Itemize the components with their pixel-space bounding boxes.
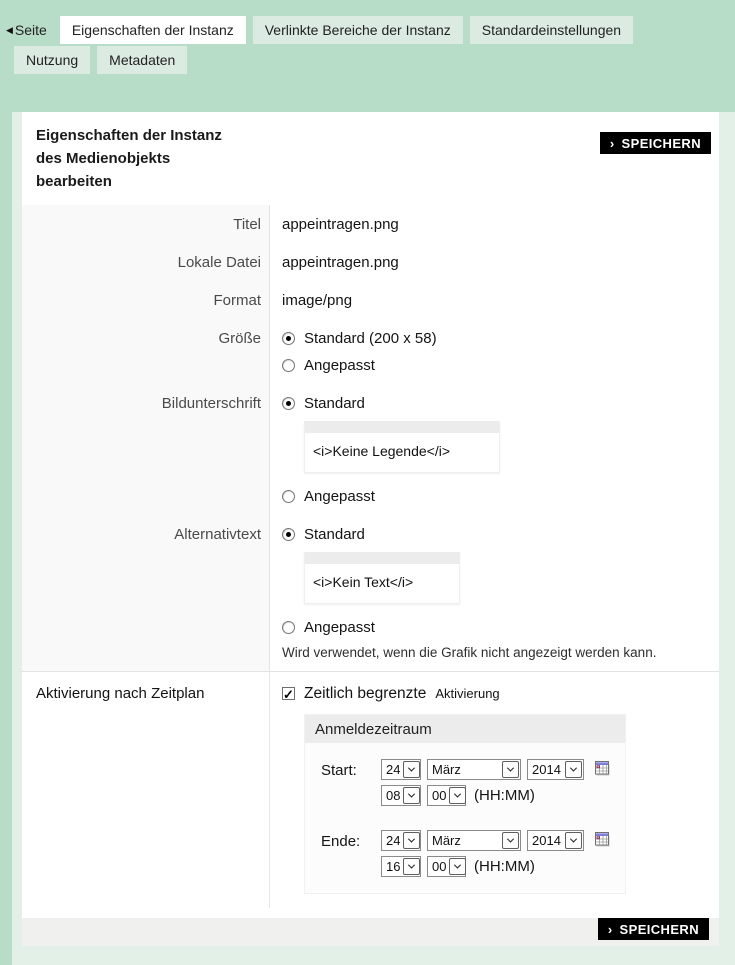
start-fields (381, 759, 612, 806)
ende-time-line (381, 856, 612, 877)
tab-bar (0, 0, 735, 74)
form-row-titel (22, 205, 719, 243)
calendar-icon (595, 832, 612, 849)
save-button-bottom[interactable] (598, 918, 709, 940)
ende-month-value: März (432, 833, 461, 848)
start-time-line (381, 785, 612, 806)
default-value-box-alternativtext (304, 552, 460, 604)
start-date-line (381, 759, 612, 780)
field-alternativtext-options (270, 515, 719, 671)
default-value-box-bildunterschrift (304, 421, 500, 473)
radio-button-icon[interactable] (282, 359, 295, 372)
tab-row-2 (14, 46, 735, 74)
dropdown-arrow-icon (502, 761, 519, 778)
field-label-alternativtext: Alternativtext (22, 515, 270, 671)
ende-hour-value: 16 (386, 859, 401, 874)
dropdown-arrow-icon (403, 858, 420, 875)
radio-button-icon[interactable] (282, 528, 295, 541)
radio-option-alternativtext-standard[interactable] (282, 525, 719, 544)
save-button-label: SPEICHERN (619, 921, 699, 937)
field-label-titel: Titel (22, 205, 270, 243)
tab-verlinkte-bereiche[interactable] (253, 16, 463, 44)
ende-minute-select[interactable] (427, 856, 466, 877)
radio-option-alternativtext-angepasst[interactable] (282, 618, 719, 637)
default-value-text: <i>Keine Legende</i> (313, 443, 451, 459)
dropdown-arrow-icon (403, 787, 420, 804)
tab-label: Eigenschaften der Instanz (71, 22, 234, 38)
tab-label: Verlinkte Bereiche der Instanz (264, 22, 451, 38)
start-month-select[interactable] (427, 759, 521, 780)
dropdown-arrow-icon (565, 832, 582, 849)
field-value-lokale-datei: appeintragen.png (282, 254, 399, 271)
default-value-text: <i>Kein Text</i> (313, 574, 414, 590)
field-value-titel: appeintragen.png (282, 216, 399, 233)
chevron-right-icon: › (609, 135, 615, 151)
start-minute-value: 00 (432, 788, 447, 803)
value-box-strip (305, 421, 499, 433)
field-label-bildunterschrift: Bildunterschrift (22, 384, 270, 515)
start-calendar-button[interactable] (594, 761, 612, 778)
field-label-groesse: Größe (22, 319, 270, 384)
ende-minute-value: 00 (432, 859, 447, 874)
content-panel (22, 112, 719, 918)
radio-option-label: Standard (304, 526, 365, 543)
field-zeitplan (270, 672, 719, 908)
ende-year-select[interactable] (527, 830, 584, 851)
form-row-groesse (22, 319, 719, 384)
form-row-bildunterschrift (22, 384, 719, 515)
tab-back-label: Seite (14, 22, 47, 38)
checkbox-label-suffix: Aktivierung (435, 686, 500, 701)
dropdown-arrow-icon (403, 761, 420, 778)
checkbox-label: Zeitlich begrenzte (304, 685, 427, 702)
radio-option-label: Angepasst (304, 619, 375, 636)
radio-option-bildunterschrift-standard[interactable] (282, 394, 719, 413)
back-triangle-icon: ◀ (6, 24, 13, 35)
form-row-format (22, 281, 719, 319)
tab-label: Standardeinstellungen (481, 22, 622, 38)
anmeldezeitraum-box (304, 714, 626, 894)
start-day-select[interactable] (381, 759, 421, 780)
start-month-value: März (432, 762, 461, 777)
form-row-zeitplan (22, 671, 719, 908)
start-hour-select[interactable] (381, 785, 421, 806)
dropdown-arrow-icon (449, 787, 466, 804)
field-label-lokale-datei: Lokale Datei (22, 243, 270, 281)
ende-day-select[interactable] (381, 830, 421, 851)
ende-fields (381, 830, 612, 877)
start-hour-value: 08 (386, 788, 401, 803)
time-format-hint: (HH:MM) (474, 787, 535, 804)
value-box-strip (305, 552, 459, 564)
field-groesse-options (270, 319, 719, 384)
dropdown-arrow-icon (403, 832, 420, 849)
ende-hour-select[interactable] (381, 856, 421, 877)
ende-calendar-button[interactable] (594, 832, 612, 849)
radio-option-bildunterschrift-angepasst[interactable] (282, 487, 719, 506)
anmeldezeitraum-title: Anmeldezeitraum (305, 715, 625, 743)
chevron-right-icon: › (607, 921, 613, 937)
ende-month-select[interactable] (427, 830, 521, 851)
save-button-label: SPEICHERN (621, 135, 701, 151)
radio-option-groesse-angepasst[interactable] (282, 356, 719, 375)
page-title: Eigenschaften der Instanz des Medienobjekts bearbeiten (36, 127, 222, 190)
dropdown-arrow-icon (449, 858, 466, 875)
checkbox-icon[interactable] (282, 687, 295, 700)
start-minute-select[interactable] (427, 785, 466, 806)
field-bildunterschrift-options (270, 384, 719, 515)
tab-nutzung[interactable] (14, 46, 90, 74)
radio-option-label: Angepasst (304, 357, 375, 374)
checkbox-zeitlich-begrenzte-aktivierung[interactable] (282, 684, 719, 703)
tab-label: Metadaten (109, 52, 176, 68)
start-year-select[interactable] (527, 759, 584, 780)
radio-option-label: Standard (200 x 58) (304, 330, 437, 347)
time-format-hint: (HH:MM) (474, 858, 535, 875)
tab-back-seite[interactable] (4, 16, 53, 44)
radio-button-icon[interactable] (282, 490, 295, 503)
tab-standardeinstellungen[interactable] (470, 16, 633, 44)
alternativtext-hint: Wird verwendet, wenn die Grafik nicht angezeigt werden kann. (282, 645, 657, 660)
radio-option-label: Standard (304, 395, 365, 412)
footer-bar (22, 918, 719, 946)
tab-eigenschaften-der-instanz[interactable] (60, 16, 246, 44)
tab-metadaten[interactable] (97, 46, 187, 74)
form-row-alternativtext (22, 515, 719, 671)
dropdown-arrow-icon (502, 832, 519, 849)
ende-year-value: 2014 (532, 833, 561, 848)
ende-day-value: 24 (386, 833, 401, 848)
start-block (321, 759, 625, 806)
start-year-value: 2014 (532, 762, 561, 777)
save-button-top[interactable] (600, 132, 711, 154)
ende-date-line (381, 830, 612, 851)
radio-button-icon[interactable] (282, 332, 295, 345)
radio-option-label: Angepasst (304, 488, 375, 505)
tab-label: Nutzung (26, 52, 79, 68)
ende-label: Ende: (321, 833, 361, 850)
dropdown-arrow-icon (565, 761, 582, 778)
field-label-format: Format (22, 281, 270, 319)
anmeldezeitraum-body (305, 743, 625, 893)
form-row-lokale-datei (22, 243, 719, 281)
radio-button-icon[interactable] (282, 621, 295, 634)
ende-block (321, 830, 625, 877)
radio-button-icon[interactable] (282, 397, 295, 410)
content-panel-outer (12, 112, 735, 965)
field-value-format: image/png (282, 292, 353, 309)
panel-header (22, 112, 719, 205)
start-day-value: 24 (386, 762, 401, 777)
calendar-icon (595, 761, 612, 778)
start-label: Start: (321, 762, 357, 779)
radio-option-groesse-standard[interactable] (282, 329, 719, 348)
field-label-zeitplan: Aktivierung nach Zeitplan (22, 672, 270, 908)
tab-row-1 (4, 16, 735, 44)
